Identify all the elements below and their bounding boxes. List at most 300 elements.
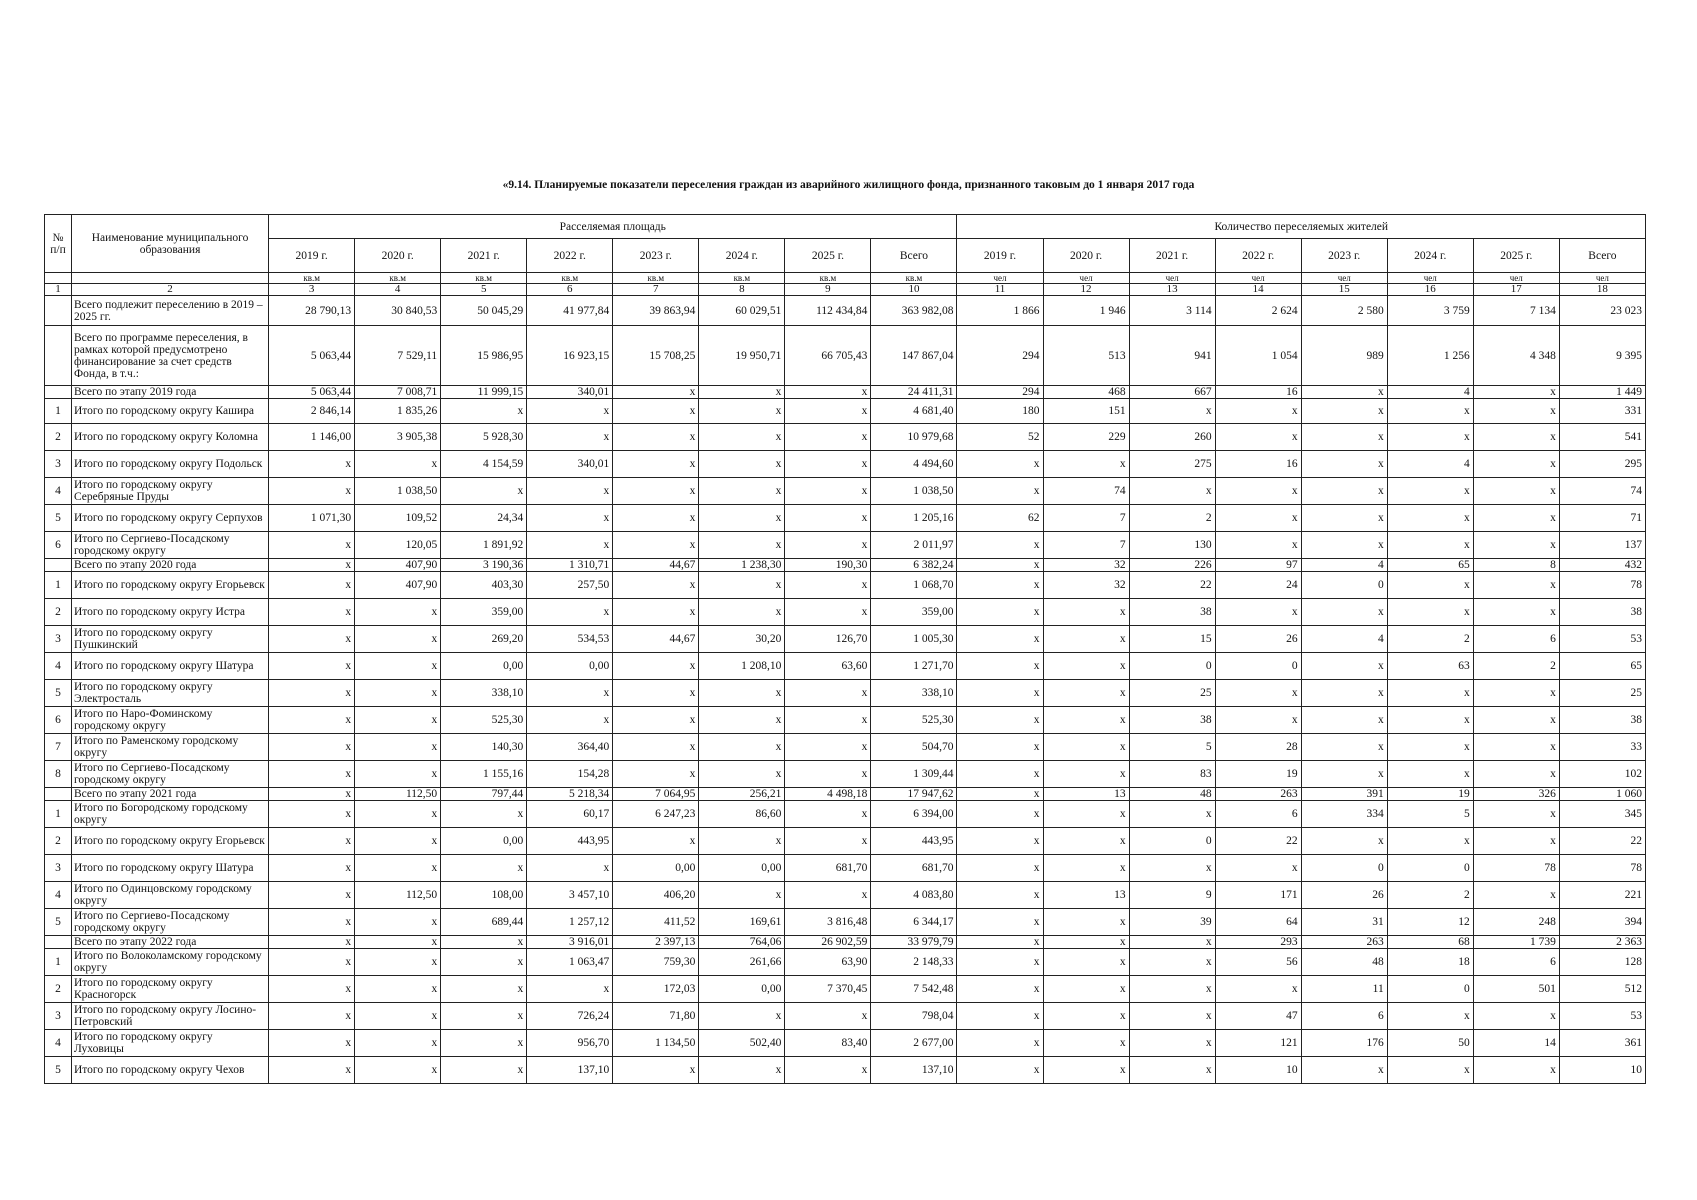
row-number: 6: [45, 707, 72, 734]
people-value-cell: x: [1215, 424, 1301, 451]
row-number: 2: [45, 599, 72, 626]
area-value-cell: 1 310,71: [527, 559, 613, 572]
people-value-cell: x: [957, 801, 1043, 828]
area-value-cell: x: [355, 653, 441, 680]
people-value-cell: 4 348: [1473, 326, 1559, 386]
area-value-cell: x: [613, 761, 699, 788]
people-value-cell: x: [957, 653, 1043, 680]
area-value-cell: 2 148,33: [871, 949, 957, 976]
people-value-cell: x: [1473, 386, 1559, 399]
people-value-cell: 6: [1473, 626, 1559, 653]
municipality-name: Итого по Волоколамскому городскому округу: [72, 949, 269, 976]
people-value-cell: 63: [1387, 653, 1473, 680]
area-value-cell: x: [441, 1057, 527, 1084]
people-value-cell: 23 023: [1559, 296, 1645, 326]
area-value-cell: x: [355, 801, 441, 828]
area-value-cell: x: [699, 680, 785, 707]
people-value-cell: x: [1129, 1030, 1215, 1057]
people-value-cell: 38: [1559, 599, 1645, 626]
stage-total-row: [45, 788, 1646, 801]
people-value-cell: x: [957, 761, 1043, 788]
area-value-cell: x: [699, 761, 785, 788]
stage-total-row: [45, 386, 1646, 399]
people-value-cell: x: [1043, 936, 1129, 949]
area-value-cell: x: [355, 909, 441, 936]
people-value-cell: 10: [1559, 1057, 1645, 1084]
people-value-cell: 345: [1559, 801, 1645, 828]
people-value-cell: x: [1043, 626, 1129, 653]
area-value-cell: 2 397,13: [613, 936, 699, 949]
header-people-year: 2022 г.: [1215, 239, 1301, 273]
people-value-cell: 6: [1301, 1003, 1387, 1030]
header-people-year: 2025 г.: [1473, 239, 1559, 273]
people-value-cell: x: [1387, 572, 1473, 599]
grand-total-row: [45, 326, 1646, 386]
area-value-cell: x: [699, 828, 785, 855]
area-value-cell: x: [441, 801, 527, 828]
area-value-cell: 5 218,34: [527, 788, 613, 801]
area-value-cell: 71,80: [613, 1003, 699, 1030]
area-value-cell: 534,53: [527, 626, 613, 653]
people-value-cell: x: [957, 532, 1043, 559]
people-value-cell: x: [1215, 855, 1301, 882]
area-value-cell: 1 238,30: [699, 559, 785, 572]
area-value-cell: 1 134,50: [613, 1030, 699, 1057]
people-value-cell: x: [1301, 399, 1387, 424]
area-value-cell: 4 494,60: [871, 451, 957, 478]
area-value-cell: 261,66: [699, 949, 785, 976]
area-value-cell: 407,90: [355, 559, 441, 572]
area-value-cell: 689,44: [441, 909, 527, 936]
people-value-cell: x: [1129, 949, 1215, 976]
area-value-cell: 28 790,13: [269, 296, 355, 326]
people-value-cell: x: [957, 626, 1043, 653]
column-number: 6: [527, 284, 613, 296]
people-value-cell: x: [1387, 707, 1473, 734]
area-value-cell: x: [699, 505, 785, 532]
area-value-cell: x: [269, 599, 355, 626]
people-value-cell: 65: [1559, 653, 1645, 680]
people-value-cell: 13: [1043, 882, 1129, 909]
area-value-cell: 798,04: [871, 1003, 957, 1030]
table-row: [45, 1057, 1646, 1084]
people-value-cell: 7 134: [1473, 296, 1559, 326]
people-value-cell: x: [1215, 707, 1301, 734]
people-value-cell: x: [1043, 734, 1129, 761]
people-value-cell: 50: [1387, 1030, 1473, 1057]
people-value-cell: 22: [1215, 828, 1301, 855]
stage-total-row: [45, 936, 1646, 949]
row-number: 1: [45, 801, 72, 828]
people-value-cell: x: [1387, 424, 1473, 451]
people-value-cell: x: [1387, 828, 1473, 855]
municipality-name: Итого по Раменскому городскому округу: [72, 734, 269, 761]
municipality-name: Итого по городскому округу Серпухов: [72, 505, 269, 532]
people-value-cell: x: [1387, 505, 1473, 532]
area-value-cell: x: [785, 828, 871, 855]
people-value-cell: x: [1043, 976, 1129, 1003]
area-value-cell: 406,20: [613, 882, 699, 909]
area-value-cell: 340,01: [527, 386, 613, 399]
people-value-cell: 13: [1043, 788, 1129, 801]
area-value-cell: x: [699, 1057, 785, 1084]
area-value-cell: x: [269, 949, 355, 976]
people-value-cell: 294: [957, 386, 1043, 399]
stage-total-row: [45, 559, 1646, 572]
people-value-cell: x: [1473, 599, 1559, 626]
people-value-cell: 263: [1215, 788, 1301, 801]
header-num: № п/п: [45, 215, 72, 273]
area-value-cell: x: [441, 936, 527, 949]
row-number: 4: [45, 653, 72, 680]
row-number: [45, 559, 72, 572]
area-value-cell: x: [355, 734, 441, 761]
table-row: [45, 734, 1646, 761]
people-value-cell: x: [1129, 478, 1215, 505]
column-number: 16: [1387, 284, 1473, 296]
people-value-cell: x: [1387, 478, 1473, 505]
municipality-name: Всего по программе переселения, в рамках которой предусмотрено финансирование за счет средств Фонда, в т.ч.:: [72, 326, 269, 386]
area-value-cell: 108,00: [441, 882, 527, 909]
municipality-name: Итого по городскому округу Егорьевск: [72, 828, 269, 855]
header-area-year: 2019 г.: [269, 239, 355, 273]
header-people-year: 2020 г.: [1043, 239, 1129, 273]
municipality-name: Всего по этапу 2019 года: [72, 386, 269, 399]
area-value-cell: x: [355, 1057, 441, 1084]
area-value-cell: x: [785, 707, 871, 734]
people-value-cell: 2 363: [1559, 936, 1645, 949]
people-value-cell: x: [1301, 386, 1387, 399]
area-value-cell: x: [613, 653, 699, 680]
people-value-cell: x: [1215, 399, 1301, 424]
area-value-cell: x: [269, 882, 355, 909]
area-value-cell: 797,44: [441, 788, 527, 801]
area-value-cell: x: [355, 626, 441, 653]
table-row: [45, 653, 1646, 680]
area-value-cell: 120,05: [355, 532, 441, 559]
row-number: 3: [45, 855, 72, 882]
people-value-cell: 6: [1473, 949, 1559, 976]
area-value-cell: 1 146,00: [269, 424, 355, 451]
people-value-cell: 295: [1559, 451, 1645, 478]
people-value-cell: 7: [1043, 532, 1129, 559]
unit-label: кв.м: [785, 273, 871, 284]
header-area-year: 2023 г.: [613, 239, 699, 273]
unit-label: кв.м: [355, 273, 441, 284]
area-value-cell: x: [785, 424, 871, 451]
people-value-cell: 0: [1301, 855, 1387, 882]
table-row: [45, 599, 1646, 626]
people-value-cell: x: [1301, 505, 1387, 532]
municipality-name: Итого по Сергиево-Посадскому городскому округу: [72, 761, 269, 788]
people-value-cell: 0: [1301, 572, 1387, 599]
area-value-cell: x: [269, 572, 355, 599]
table-row: [45, 949, 1646, 976]
people-value-cell: x: [1043, 451, 1129, 478]
area-value-cell: x: [527, 976, 613, 1003]
row-number: 2: [45, 976, 72, 1003]
people-value-cell: 2: [1129, 505, 1215, 532]
people-value-cell: 56: [1215, 949, 1301, 976]
area-value-cell: x: [441, 1003, 527, 1030]
people-value-cell: 19: [1387, 788, 1473, 801]
table-row: [45, 882, 1646, 909]
column-number: 12: [1043, 284, 1129, 296]
area-value-cell: x: [527, 399, 613, 424]
people-value-cell: 0: [1129, 828, 1215, 855]
people-value-cell: x: [1473, 734, 1559, 761]
people-value-cell: 25: [1559, 680, 1645, 707]
table-row: [45, 626, 1646, 653]
area-value-cell: x: [699, 707, 785, 734]
people-value-cell: 38: [1129, 599, 1215, 626]
people-value-cell: 24: [1215, 572, 1301, 599]
area-value-cell: 6 344,17: [871, 909, 957, 936]
people-value-cell: 2: [1387, 626, 1473, 653]
area-value-cell: 3 916,01: [527, 936, 613, 949]
area-value-cell: 1 835,26: [355, 399, 441, 424]
people-value-cell: x: [1387, 761, 1473, 788]
area-value-cell: 256,21: [699, 788, 785, 801]
area-value-cell: x: [699, 572, 785, 599]
area-value-cell: 525,30: [871, 707, 957, 734]
area-value-cell: 1 155,16: [441, 761, 527, 788]
people-value-cell: x: [1129, 801, 1215, 828]
people-value-cell: 5: [1387, 801, 1473, 828]
people-value-cell: 10: [1215, 1057, 1301, 1084]
area-value-cell: 359,00: [441, 599, 527, 626]
header-people-year: 2021 г.: [1129, 239, 1215, 273]
people-value-cell: x: [1301, 1057, 1387, 1084]
area-value-cell: x: [785, 572, 871, 599]
unit-empty: [45, 273, 72, 284]
area-value-cell: x: [613, 386, 699, 399]
area-value-cell: 5 063,44: [269, 326, 355, 386]
municipality-name: Итого по городскому округу Шатура: [72, 653, 269, 680]
people-value-cell: x: [1473, 1003, 1559, 1030]
people-value-cell: x: [1215, 599, 1301, 626]
people-value-cell: x: [957, 599, 1043, 626]
people-value-cell: 3 114: [1129, 296, 1215, 326]
people-value-cell: 1 060: [1559, 788, 1645, 801]
people-value-cell: x: [1473, 424, 1559, 451]
table-row: [45, 680, 1646, 707]
row-number: 5: [45, 909, 72, 936]
unit-label: чел: [957, 273, 1043, 284]
people-value-cell: 78: [1559, 572, 1645, 599]
area-value-cell: 726,24: [527, 1003, 613, 1030]
people-value-cell: x: [957, 707, 1043, 734]
area-value-cell: x: [699, 399, 785, 424]
people-value-cell: x: [1043, 855, 1129, 882]
people-value-cell: 941: [1129, 326, 1215, 386]
row-number: 3: [45, 626, 72, 653]
area-value-cell: 1 005,30: [871, 626, 957, 653]
unit-label: чел: [1559, 273, 1645, 284]
area-value-cell: x: [269, 788, 355, 801]
area-value-cell: x: [355, 936, 441, 949]
area-value-cell: 1 891,92: [441, 532, 527, 559]
people-value-cell: 513: [1043, 326, 1129, 386]
area-value-cell: 1 038,50: [871, 478, 957, 505]
area-value-cell: x: [527, 599, 613, 626]
header-people-year: 2023 г.: [1301, 239, 1387, 273]
people-value-cell: x: [1043, 828, 1129, 855]
people-value-cell: x: [957, 478, 1043, 505]
people-value-cell: 137: [1559, 532, 1645, 559]
unit-label: чел: [1301, 273, 1387, 284]
area-value-cell: x: [355, 1003, 441, 1030]
people-value-cell: 229: [1043, 424, 1129, 451]
people-value-cell: 16: [1215, 386, 1301, 399]
row-number: 5: [45, 505, 72, 532]
area-value-cell: x: [785, 734, 871, 761]
area-value-cell: x: [613, 505, 699, 532]
area-value-cell: x: [785, 386, 871, 399]
people-value-cell: x: [1301, 734, 1387, 761]
header-people-year: 2024 г.: [1387, 239, 1473, 273]
people-value-cell: 326: [1473, 788, 1559, 801]
area-value-cell: 50 045,29: [441, 296, 527, 326]
row-number: 2: [45, 828, 72, 855]
people-value-cell: 989: [1301, 326, 1387, 386]
area-value-cell: 338,10: [441, 680, 527, 707]
area-value-cell: 63,60: [785, 653, 871, 680]
people-value-cell: 38: [1559, 707, 1645, 734]
municipality-name: Всего по этапу 2022 года: [72, 936, 269, 949]
area-value-cell: 172,03: [613, 976, 699, 1003]
area-value-cell: 11 999,15: [441, 386, 527, 399]
area-value-cell: 16 923,15: [527, 326, 613, 386]
area-value-cell: 140,30: [441, 734, 527, 761]
people-value-cell: 28: [1215, 734, 1301, 761]
people-value-cell: 226: [1129, 559, 1215, 572]
municipality-name: Всего по этапу 2020 года: [72, 559, 269, 572]
area-value-cell: 525,30: [441, 707, 527, 734]
people-value-cell: 361: [1559, 1030, 1645, 1057]
unit-label: чел: [1215, 273, 1301, 284]
area-value-cell: x: [785, 532, 871, 559]
municipality-name: Итого по городскому округу Кашира: [72, 399, 269, 424]
area-value-cell: x: [699, 599, 785, 626]
area-value-cell: x: [613, 399, 699, 424]
municipality-name: Итого по Одинцовскому городскому округу: [72, 882, 269, 909]
area-value-cell: x: [269, 936, 355, 949]
area-value-cell: x: [441, 1030, 527, 1057]
people-value-cell: 1 449: [1559, 386, 1645, 399]
people-value-cell: x: [1129, 399, 1215, 424]
people-value-cell: 1 054: [1215, 326, 1301, 386]
municipality-name: Всего подлежит переселению в 2019 – 2025 гг.: [72, 296, 269, 326]
people-value-cell: 48: [1301, 949, 1387, 976]
area-value-cell: 24 411,31: [871, 386, 957, 399]
row-number: [45, 386, 72, 399]
area-value-cell: 5 928,30: [441, 424, 527, 451]
people-value-cell: x: [1473, 707, 1559, 734]
row-number: [45, 788, 72, 801]
municipality-name: Итого по Наро-Фоминскому городскому округу: [72, 707, 269, 734]
people-value-cell: 9 395: [1559, 326, 1645, 386]
people-value-cell: 52: [957, 424, 1043, 451]
unit-empty: [72, 273, 269, 284]
area-value-cell: x: [441, 949, 527, 976]
people-value-cell: 48: [1129, 788, 1215, 801]
area-value-cell: 504,70: [871, 734, 957, 761]
area-value-cell: x: [785, 451, 871, 478]
grand-total-row: [45, 296, 1646, 326]
people-value-cell: 121: [1215, 1030, 1301, 1057]
area-value-cell: 190,30: [785, 559, 871, 572]
table-row: [45, 572, 1646, 599]
municipality-name: Итого по городскому округу Лосино-Петровский: [72, 1003, 269, 1030]
people-value-cell: x: [1043, 909, 1129, 936]
area-value-cell: x: [355, 451, 441, 478]
people-value-cell: 331: [1559, 399, 1645, 424]
area-value-cell: x: [441, 399, 527, 424]
area-value-cell: 30,20: [699, 626, 785, 653]
area-value-cell: x: [269, 909, 355, 936]
table-row: [45, 478, 1646, 505]
people-value-cell: 9: [1129, 882, 1215, 909]
area-value-cell: 7 008,71: [355, 386, 441, 399]
people-value-cell: x: [1473, 1057, 1559, 1084]
people-value-cell: 102: [1559, 761, 1645, 788]
area-value-cell: 403,30: [441, 572, 527, 599]
area-value-cell: x: [613, 532, 699, 559]
people-value-cell: x: [1215, 976, 1301, 1003]
people-value-cell: 2: [1473, 653, 1559, 680]
people-value-cell: x: [1473, 532, 1559, 559]
area-value-cell: 66 705,43: [785, 326, 871, 386]
people-value-cell: x: [1473, 801, 1559, 828]
people-value-cell: 180: [957, 399, 1043, 424]
people-value-cell: x: [1301, 478, 1387, 505]
area-value-cell: 5 063,44: [269, 386, 355, 399]
row-number: 1: [45, 399, 72, 424]
people-value-cell: x: [1043, 653, 1129, 680]
people-value-cell: x: [1473, 451, 1559, 478]
people-value-cell: 15: [1129, 626, 1215, 653]
area-value-cell: 4 498,18: [785, 788, 871, 801]
people-value-cell: 39: [1129, 909, 1215, 936]
column-number: 5: [441, 284, 527, 296]
table-row: [45, 801, 1646, 828]
area-value-cell: x: [785, 801, 871, 828]
people-value-cell: x: [957, 572, 1043, 599]
area-value-cell: 0,00: [699, 855, 785, 882]
people-value-cell: 78: [1473, 855, 1559, 882]
people-value-cell: 275: [1129, 451, 1215, 478]
area-value-cell: 60,17: [527, 801, 613, 828]
people-value-cell: x: [957, 828, 1043, 855]
area-value-cell: 19 950,71: [699, 326, 785, 386]
people-value-cell: 68: [1387, 936, 1473, 949]
people-value-cell: 130: [1129, 532, 1215, 559]
area-value-cell: x: [699, 1003, 785, 1030]
people-value-cell: x: [1301, 451, 1387, 478]
people-value-cell: x: [1473, 399, 1559, 424]
area-value-cell: x: [613, 424, 699, 451]
area-value-cell: x: [785, 505, 871, 532]
people-value-cell: x: [1215, 680, 1301, 707]
header-name: Наименование муниципального образования: [72, 215, 269, 273]
header-area-year: 2020 г.: [355, 239, 441, 273]
area-value-cell: x: [699, 532, 785, 559]
area-value-cell: 15 986,95: [441, 326, 527, 386]
municipality-name: Итого по городскому округу Серебряные Пруды: [72, 478, 269, 505]
area-value-cell: x: [613, 599, 699, 626]
column-number: 17: [1473, 284, 1559, 296]
